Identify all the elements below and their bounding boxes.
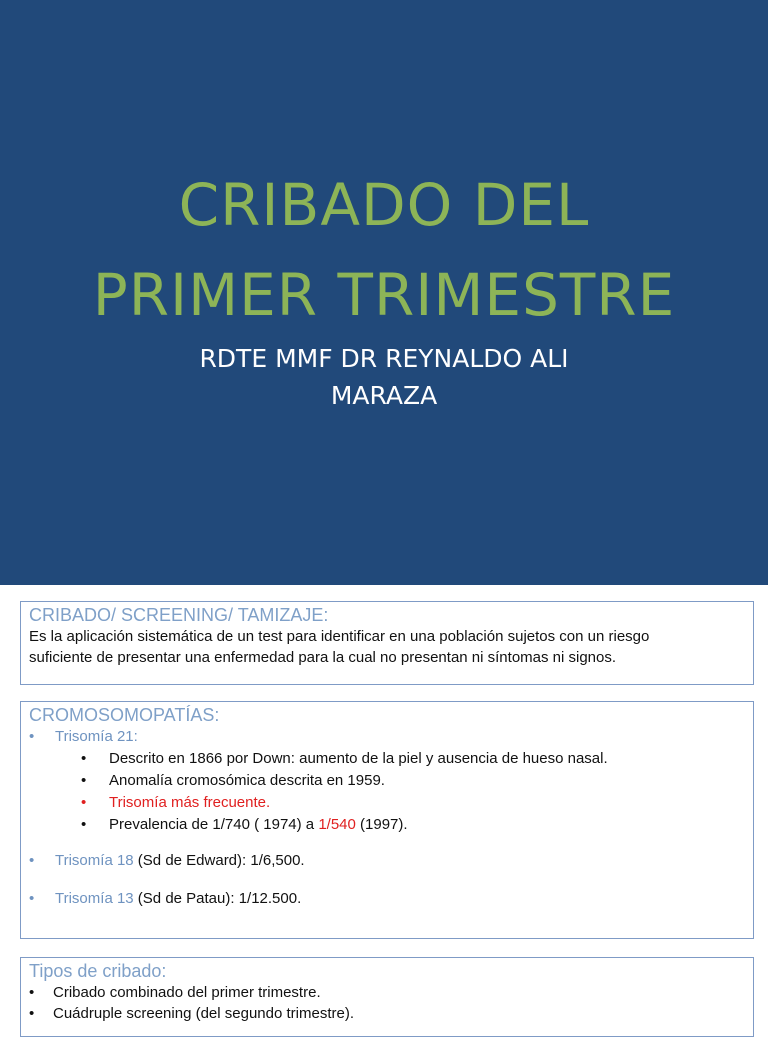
screening-types-box [20,957,754,1037]
title-line-1: CRIBADO DEL [178,171,590,239]
trisomy-13-item [21,888,753,910]
prevalence-year: (1997). [355,816,408,833]
bullet-icon: • [29,728,35,745]
slide-subtitle [0,340,768,414]
prevalence-highlight: 1/540 [318,816,356,833]
title-line-2: PRIMER TRIMESTRE [92,261,676,329]
screening-definition-box [20,601,754,685]
trisomy-21-history: Descrito en 1866 por Down: aumento de la piel y ausencia de hueso nasal. [109,750,608,767]
list-item [21,748,753,770]
list-item [21,770,753,792]
content-page-inner [8,585,768,1024]
combined-screening: Cribado combinado del primer trimestre. [53,984,321,1001]
subtitle-line-2: MARAZA [330,381,438,410]
list-item [21,814,753,836]
trisomy-18-item [21,850,753,872]
trisomy-21-discovery: Anomalía cromosómica descrita en 1959. [109,772,385,789]
screening-heading: CRIBADO/ SCREENING/ TAMIZAJE: [29,605,329,625]
bullet-icon: • [29,852,35,869]
list-item [21,982,753,1003]
trisomy-21-item [21,726,753,748]
bullet-icon: • [29,984,35,1001]
screening-types-heading: Tipos de cribado: [29,961,167,981]
bullet-icon: • [29,890,35,907]
bullet-icon: • [81,750,87,767]
trisomy-18-detail: (Sd de Edward): 1/6,500. [133,852,305,869]
slide-title [0,160,768,340]
subtitle-line-1: RDTE MMF DR REYNALDO ALI [199,344,569,373]
bullet-icon: • [81,794,87,811]
quadruple-screening: Cuádruple screening (del segundo trimestre). [53,1005,354,1022]
list-item [21,1003,753,1024]
bullet-icon: • [81,816,87,833]
prevalence-text: Prevalencia de 1/740 ( 1974) a [109,816,319,833]
content-page [0,585,768,1024]
trisomy-13-detail: (Sd de Patau): 1/12.500. [133,890,302,907]
trisomy-21-frequency: Trisomía más frecuente. [109,794,271,811]
chromosomopathies-heading: CROMOSOMOPATÍAS: [29,705,220,725]
trisomy-18-label: Trisomía 18 [55,852,134,869]
chromosomopathies-box [20,701,754,939]
screening-line-1: Es la aplicación sistemática de un test para identificar en una población sujetos con un riesgo [29,628,650,645]
list-item [21,792,753,814]
screening-line-2: suficiente de presentar una enfermedad para la cual no presentan ni síntomas ni signos. [29,649,617,666]
trisomy-13-label: Trisomía 13 [55,890,134,907]
trisomy-21-label: Trisomía 21: [55,728,138,745]
bullet-icon: • [29,1005,35,1022]
bullet-icon: • [81,772,87,789]
